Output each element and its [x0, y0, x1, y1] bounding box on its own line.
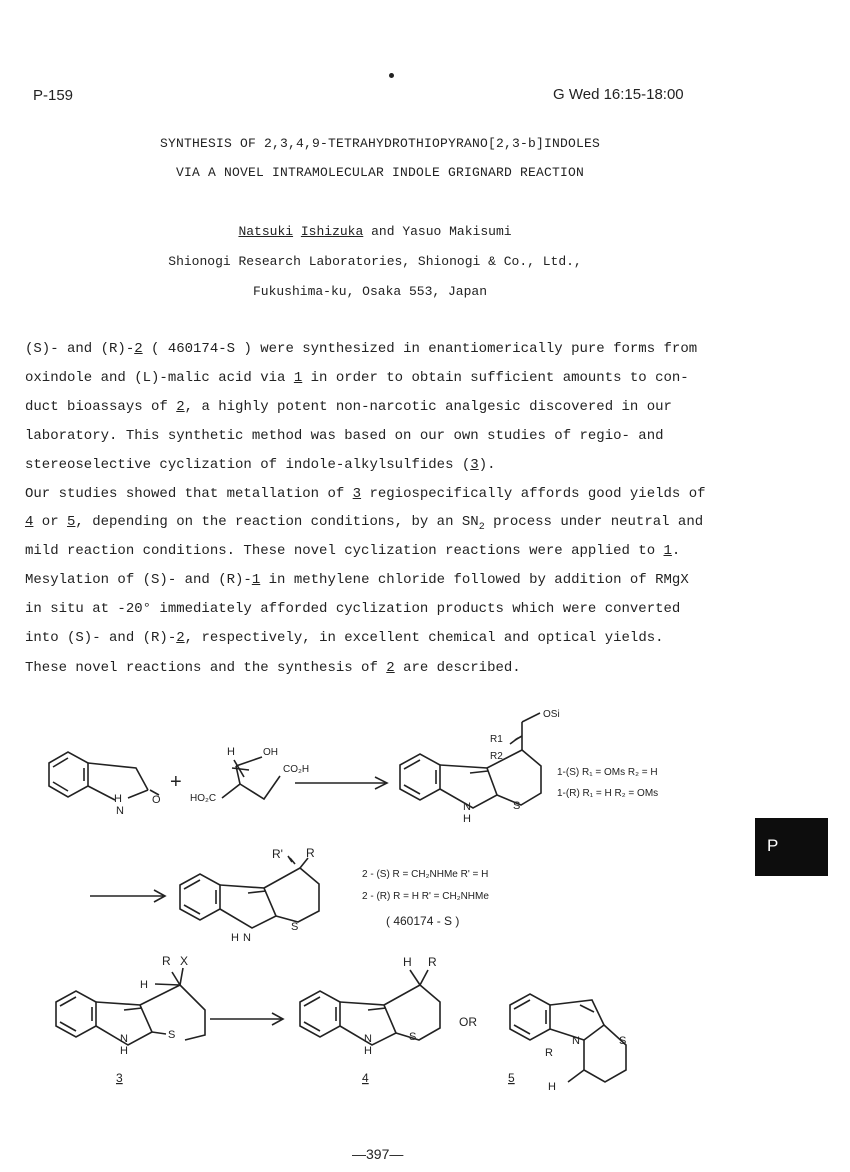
r-prime-label: R'	[272, 847, 283, 861]
atom-N: N	[463, 801, 471, 813]
atom-H: H	[364, 1045, 372, 1057]
compound-ref: 2	[134, 341, 143, 357]
section-tab	[755, 818, 828, 876]
title-line-1: SYNTHESIS OF 2,3,4,9-TETRAHYDROTHIOPYRANO[2,3-b]INDOLES	[159, 136, 601, 151]
atom-N: N	[116, 805, 124, 817]
compound-number-4: 4	[362, 1071, 369, 1085]
x-label: X	[180, 954, 189, 968]
compound-ref: 3	[470, 457, 479, 473]
plus-sign: +	[170, 771, 182, 793]
page-number: —397—	[352, 1146, 404, 1162]
atom-S: S	[291, 921, 299, 933]
compound-ref: 1	[663, 543, 672, 559]
atom-H: H	[231, 932, 239, 944]
r1-label: R1	[490, 734, 503, 745]
atom-N: N	[572, 1035, 580, 1047]
atom-H: H	[227, 746, 235, 758]
atom-N: N	[243, 932, 251, 944]
compound-5-structure	[510, 994, 626, 1082]
title-line-2: VIA A NOVEL INTRAMOLECULAR INDOLE GRIGNARD REACTION	[175, 165, 585, 180]
atom-N: N	[120, 1033, 128, 1045]
compound-2-r-label: 2 - (R) R = H R' = CH₂NHMe	[362, 891, 489, 902]
compound-1-s-label: 1-(S) R₁ = OMs R₂ = H	[557, 767, 658, 778]
atom-HO2C: HO₂C	[190, 793, 217, 804]
abstract-line-10: in situ at -20° immediately afforded cyclization products which were converted	[25, 601, 681, 617]
compound-ref: 2	[386, 660, 395, 676]
compound-2-s-label: 2 - (S) R = CH₂NHMe R' = H	[362, 869, 489, 880]
abstract-line-7: 4 or 5, depending on the reaction conditions, by an $SN_2$ process under neutral and	[25, 514, 704, 533]
abstract-line-8: mild reaction conditions. These novel cyclization reactions were applied to 1.	[25, 543, 681, 559]
compound-number-3: 3	[116, 1071, 123, 1085]
r-label: R	[306, 846, 315, 860]
r-label: R	[545, 1047, 553, 1059]
author-1-first: Natsuki	[238, 224, 294, 239]
compound-ref: 5	[67, 514, 76, 530]
abstract-line-6: Our studies showed that metallation of 3 regiospecifically affords good yields of	[25, 486, 706, 502]
compound-2-structure	[180, 856, 319, 928]
compound-ref: 2	[176, 630, 185, 646]
abstract-line-5: stereoselective cyclization of indole-alkylsulfides (3).	[25, 457, 496, 473]
atom-N: N	[364, 1033, 372, 1045]
affiliation-2: Fukushima-ku, Osaka 553, Japan	[252, 284, 488, 299]
compound-ref: 3	[352, 486, 362, 502]
abstract-line-1: (S)- and (R)-2 ( 460174-S ) were synthesized in enantiomerically pure forms from	[25, 341, 698, 357]
atom-S: S	[619, 1035, 627, 1047]
session-time: G Wed 16:15-18:00	[553, 86, 684, 103]
r2-label: R2	[490, 751, 503, 762]
abstract-line-11: into (S)- and (R)-2, respectively, in excellent chemical and optical yields.	[25, 630, 664, 646]
author-2: Yasuo Makisumi	[402, 224, 512, 239]
atom-S: S	[168, 1029, 176, 1041]
or-label: OR	[459, 1015, 477, 1029]
compound-ref: 1	[293, 370, 303, 386]
atom-OH: OH	[263, 747, 278, 758]
compound-ref: 4	[25, 514, 34, 530]
compound-number-5: 5	[508, 1071, 515, 1085]
authors-conj: and	[371, 224, 395, 239]
atom-O: O	[152, 794, 161, 806]
atom-H: H	[403, 955, 412, 969]
atom-S: S	[409, 1031, 417, 1043]
abstract-line-9: Mesylation of (S)- and (R)-1 in methylene chloride followed by addition of RMgX	[25, 572, 689, 588]
atom-CO2H: CO₂H	[283, 764, 310, 775]
compound-code: ( 460174 - S )	[386, 914, 460, 928]
osi-group: OSi	[543, 709, 560, 720]
abstract-line-4: laboratory. This synthetic method was based on our own studies of regio- and	[25, 428, 664, 444]
authors-line	[0, 224, 750, 239]
abstract-line-2: oxindole and (L)-malic acid via 1 in order to obtain sufficient amounts to con-	[25, 370, 689, 386]
atom-S: S	[513, 800, 521, 812]
compound-1-r-label: 1-(R) R₁ = H R₂ = OMs	[557, 788, 659, 799]
atom-H: H	[463, 813, 471, 825]
abstract-code: P-159	[33, 87, 74, 104]
author-1-last: Ishizuka	[300, 224, 364, 239]
abstract-line-12: These novel reactions and the synthesis of 2 are described.	[25, 660, 521, 676]
compound-ref: 2	[176, 399, 185, 415]
affiliation-1: Shionogi Research Laboratories, Shionogi & Co., Ltd.,	[168, 254, 582, 269]
atom-H: H	[140, 979, 148, 991]
reaction-scheme	[0, 690, 850, 1130]
section-tab-letter: P	[767, 836, 779, 855]
abstract-line-3: duct bioassays of 2, a highly potent non-narcotic analgesic discovered in our	[25, 399, 672, 415]
compound-3-structure	[56, 968, 205, 1045]
oxindole-structure	[49, 752, 159, 800]
r-label: R	[162, 954, 171, 968]
malic-acid-structure	[222, 757, 280, 799]
dot-mark	[389, 73, 394, 78]
compound-ref: 1	[251, 572, 261, 588]
atom-H: H	[548, 1081, 556, 1093]
r-label: R	[428, 955, 437, 969]
atom-H: H	[114, 793, 122, 805]
atom-H: H	[120, 1045, 128, 1057]
compound-1-structure	[400, 713, 541, 808]
